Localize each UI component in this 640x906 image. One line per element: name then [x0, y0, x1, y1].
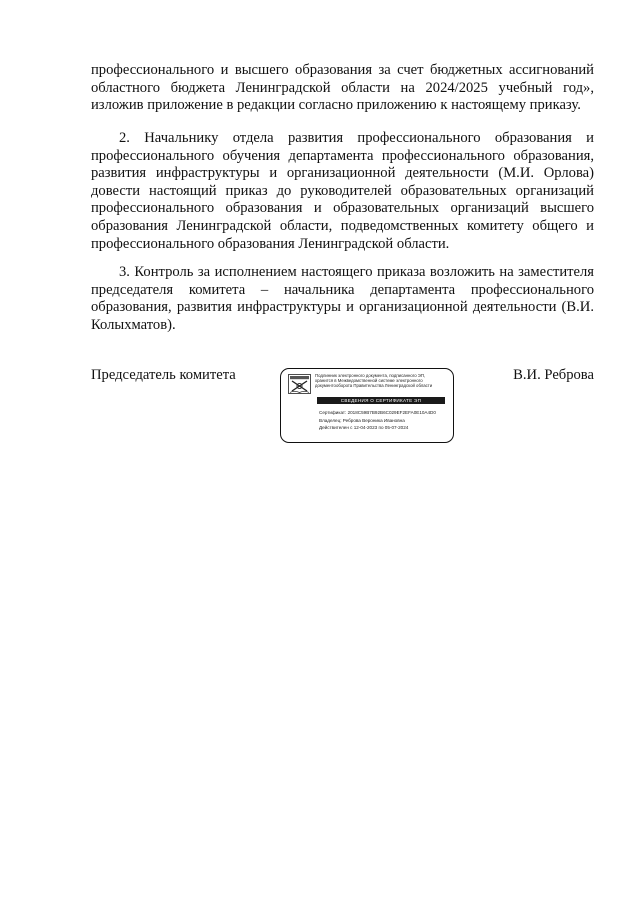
certificate-validity: Действителен с 12-04-2023 по 05-07-2024: [319, 425, 409, 431]
stamp-header-line: Подлинник электронного документа, подписанного ЭП,: [315, 373, 426, 378]
certificate-info-bar: СВЕДЕНИЯ О СЕРТИФИКАТЕ ЭП: [317, 397, 445, 404]
leningrad-oblast-coat-of-arms-icon: [288, 374, 311, 394]
paragraph-1-text: профессионального и высшего образования за счет бюджетных ассигнований областного бюджета Ленинградской области на 2024/2025 учебный год», изложив приложение в редакции согласно приложению к настоящему приказу.: [91, 62, 594, 114]
stamp-header-line: хранится в Межведомственной системе электронного: [315, 378, 423, 384]
stamp-header-line: документооборота Правительства Ленинградской области: [315, 383, 433, 389]
paragraph-1: [91, 62, 594, 115]
electronic-signature-stamp: [280, 368, 454, 443]
certificate-number: Сертификат: 2018C59B7B92B6C029EF2EFA0E10A4D0: [319, 410, 436, 415]
certificate-details: [319, 409, 451, 432]
paragraph-2-text: 2. Начальнику отдела развития профессионального образования и профессионального обучения департамента профессионального образования, развития инфраструктуры и организационной деятельности (М.И. Орлова) довести настоящий приказ до руководителей образовательных организаций профессионального образования и образовательных организаций высшего образования Ленинградской области, подведомственных комитету общего и профессионального образования Ленинградской области.: [91, 130, 594, 252]
signatory-title: Председатель комитета: [91, 367, 236, 383]
signatory-name: В.И. Реброва: [513, 367, 594, 383]
paragraph-3-text: 3. Контроль за исполнением настоящего приказа возложить на заместителя председателя комитета – начальника департамента профессионального образования, развития инфраструктуры и организационной деятельности (В.И. Колыхматов).: [91, 264, 594, 333]
paragraph-2: [91, 130, 594, 253]
stamp-header: [315, 373, 451, 389]
certificate-owner: Владелец: Реброва Вероника Ивановна: [319, 417, 405, 423]
paragraph-3: [91, 264, 594, 334]
